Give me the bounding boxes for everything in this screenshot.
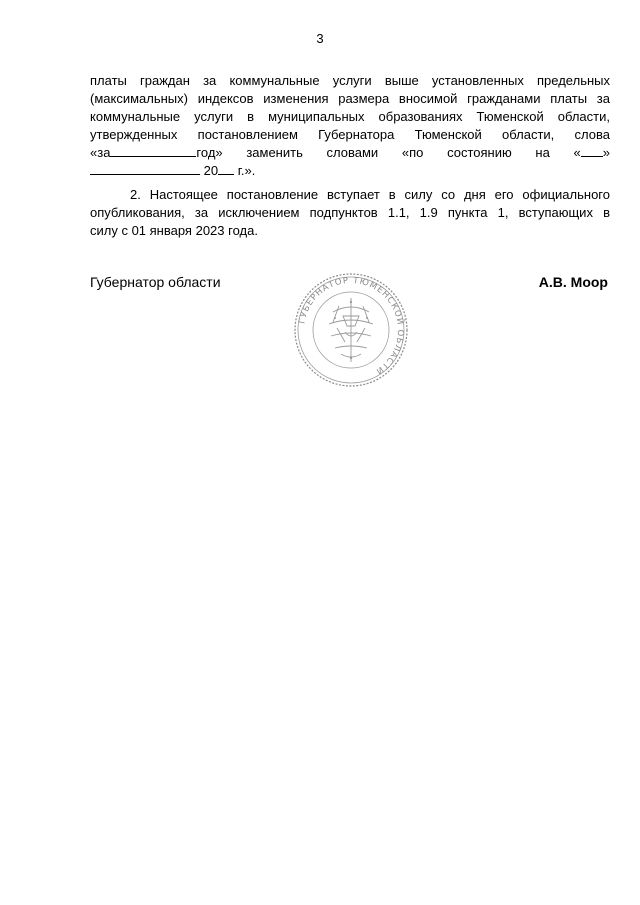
document-body <box>90 72 610 240</box>
text-na: на <box>535 145 550 160</box>
line-5-fragment <box>90 144 223 162</box>
text-zamenit: заменить <box>246 145 303 160</box>
paragraph-1-line-3: коммунальные услуги в муниципальных образованиях Тюменской области, <box>90 109 610 124</box>
paragraph-2-line-2: опубликования, за исключением подпунктов 1.1, 1.9 пункта 1, вступающих в <box>90 205 610 220</box>
paragraph-2-line-1-text: 2. Настоящее постановление вступает в силу со дня его официального <box>130 187 610 202</box>
text-year-prefix: 20 <box>203 163 219 178</box>
text-close-quote: » <box>602 145 610 160</box>
text-za: «за <box>90 145 111 160</box>
paragraph-2-line-1 <box>90 186 610 204</box>
text-po: «по <box>401 145 424 160</box>
paragraph-1-line-2: (максимальных) индексов изменения размера вносимой гражданами платы за <box>90 91 610 106</box>
text-open-quote: « <box>573 145 581 160</box>
line-5-date-fragment <box>574 144 610 162</box>
official-seal-icon <box>293 272 409 388</box>
blank-line-year <box>218 162 234 175</box>
paragraph-1-line-5 <box>90 144 610 162</box>
text-year-suffix: г.». <box>237 163 256 178</box>
paragraph-1-line-1: платы граждан за коммунальные услуги выше установленных предельных <box>90 73 610 88</box>
blank-line-period <box>110 144 196 157</box>
paragraph-1-line-6 <box>90 162 610 180</box>
blank-line-day <box>581 144 603 157</box>
text-god: год» <box>196 145 223 160</box>
paragraph-1-line-4: утвержденных постановлением Губернатора Тюменской области, слова <box>90 127 610 142</box>
page-number: 3 <box>316 31 324 46</box>
text-slovami: словами <box>326 145 379 160</box>
paragraph-2-line-3: силу с 01 января 2023 года. <box>90 223 258 238</box>
seal-text: ГУБЕРНАТОР ТЮМЕНСКОЙ ОБЛАСТИ <box>297 275 406 377</box>
text-sostoyaniyu: состоянию <box>447 145 512 160</box>
signatory-title: Губернатор области <box>90 274 221 290</box>
blank-line-month <box>90 162 200 175</box>
signatory-name: А.В. Моор <box>538 274 608 290</box>
